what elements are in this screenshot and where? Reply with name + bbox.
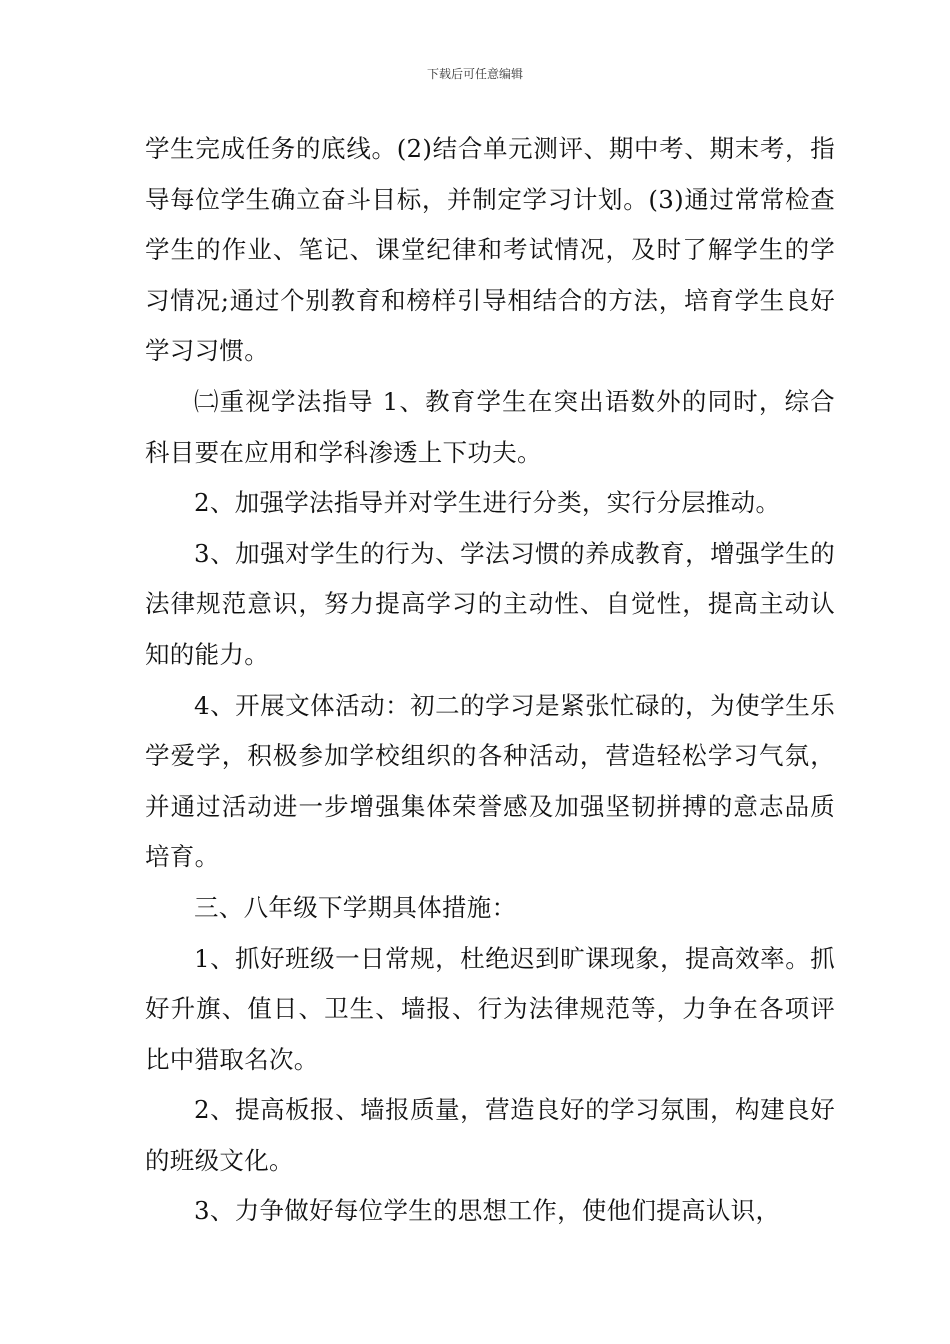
paragraph-measure-2: 2、提高板报、墙报质量，营造良好的学习氛围，构建良好的班级文化。 xyxy=(145,1095,835,1175)
paragraph-measure-1: 1、抓好班级一日常规，杜绝迟到旷课现象，提高效率。抓好升旗、值日、卫生、墙报、行为法律规范等，力争在各项评比中猎取名次。 xyxy=(145,943,835,1074)
document-body xyxy=(145,124,835,1237)
paragraph-continuation: 学生完成任务的底线。(2)结合单元测评、期中考、期末考，指导每位学生确立奋斗目标，并制定学习计划。(3)通过常常检查学生的作业、笔记、课堂纪律和考试情况，及时了解学生的学习情况;通过个别教育和榜样引导相结合的方法，培育学生良好学习习惯。 xyxy=(145,134,835,366)
section-heading-3: 三、八年级下学期具体措施： xyxy=(194,892,517,922)
paragraph-item-2: 2、加强学法指导并对学生进行分类，实行分层推动。 xyxy=(194,488,781,518)
paragraph-item-3: 3、加强对学生的行为、学法习惯的养成教育，增强学生的法律规范意识，努力提高学习的主动性、自觉性，提高主动认知的能力。 xyxy=(145,538,835,669)
paragraph-item-4: 4、开展文体活动：初二的学习是紧张忙碌的，为使学生乐学爱学，积极参加学校组织的各种活动，营造轻松学习气氛，并通过活动进一步增强集体荣誉感及加强坚韧拼搏的意志品质培育。 xyxy=(145,690,835,872)
page-header-note: 下载后可任意编辑 xyxy=(426,67,523,81)
paragraph-study-method: ㈡重视学法指导 1、教育学生在突出语数外的同时，综合科目要在应用和学科渗透上下功夫。 xyxy=(145,386,835,467)
paragraph-measure-3: 3、力争做好每位学生的思想工作，使他们提高认识， xyxy=(194,1196,781,1226)
